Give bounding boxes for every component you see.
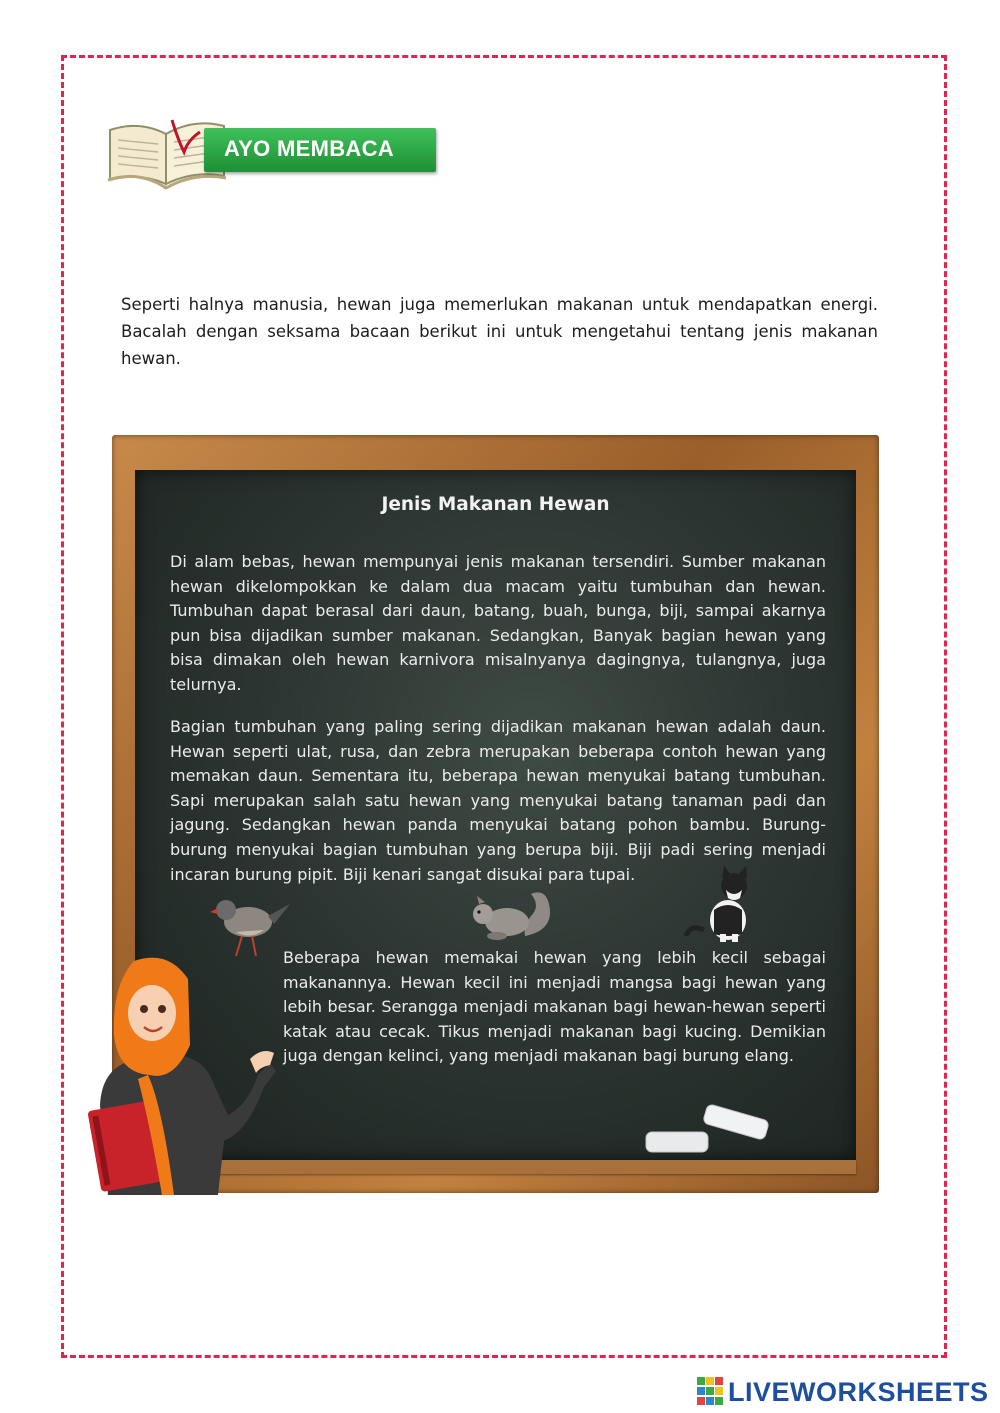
liveworksheets-logo-icon (697, 1377, 723, 1407)
footer-brand (697, 1375, 989, 1409)
brand-label: LIVEWORKSHEETS (728, 1376, 989, 1407)
board-paragraph-2: Bagian tumbuhan yang paling sering dijadikan makanan hewan adalah daun. Hewan seperti ulat, rusa, dan zebra merupakan beberapa contoh hewan yang memakan daun. Sementara itu, beberapa hewan menyukai batang tumbuhan. Sapi merupakan salah satu hewan yang menyukai batang tanaman padi dan jagung. Sedangkan hewan panda menyukai batang pohon bambu. Burung-burung menyukai bagian tumbuhan yang berupa biji. Biji padi sering menjadi incaran burung pipit. Biji kenari sangat disukai para tupai. (170, 717, 826, 884)
board-paragraph-3: Beberapa hewan memakai hewan yang lebih kecil sebagai makanannya. Hewan kecil ini menjadi mangsa bagi hewan yang lebih besar. Serangga menjadi makanan bagi hewan-hewan seperti katak atau cecak. Tikus menjadi makanan bagi kucing. Demikian juga dengan kelinci, yang menjadi makanan bagi burung elang. (283, 948, 826, 1066)
squirrel-icon (465, 886, 557, 942)
board-paragraph-1: Di alam bebas, hewan mempunyai jenis makanan tersendiri. Sumber makanan hewan dikelompokkan ke dalam dua macam yaitu tumbuhan dan hewan. Tumbuhan dapat berasal dari daun, batang, buah, bunga, biji, sampai akarnya pun bisa dijadikan sumber makanan. Sedangkan, Banyak bagian hewan yang bisa dimakan oleh hewan karnivora misalnyanya dagingnya, tulangnya, juga telurnya. (170, 552, 826, 694)
section-badge (104, 110, 439, 192)
cat-icon (684, 864, 762, 944)
chalk-icon (642, 1104, 772, 1160)
badge-label: AYO MEMBACA (224, 136, 394, 161)
intro-paragraph: Seperti halnya manusia, hewan juga memerlukan makanan untuk mendapatkan energi. Bacalah dengan seksama bacaan berikut ini untuk mengetahui tentang jenis makanan hewan. (121, 295, 878, 368)
teacher-illustration (78, 955, 278, 1195)
bird-icon (210, 890, 292, 960)
board-title: Jenis Makanan Hewan (381, 494, 610, 515)
